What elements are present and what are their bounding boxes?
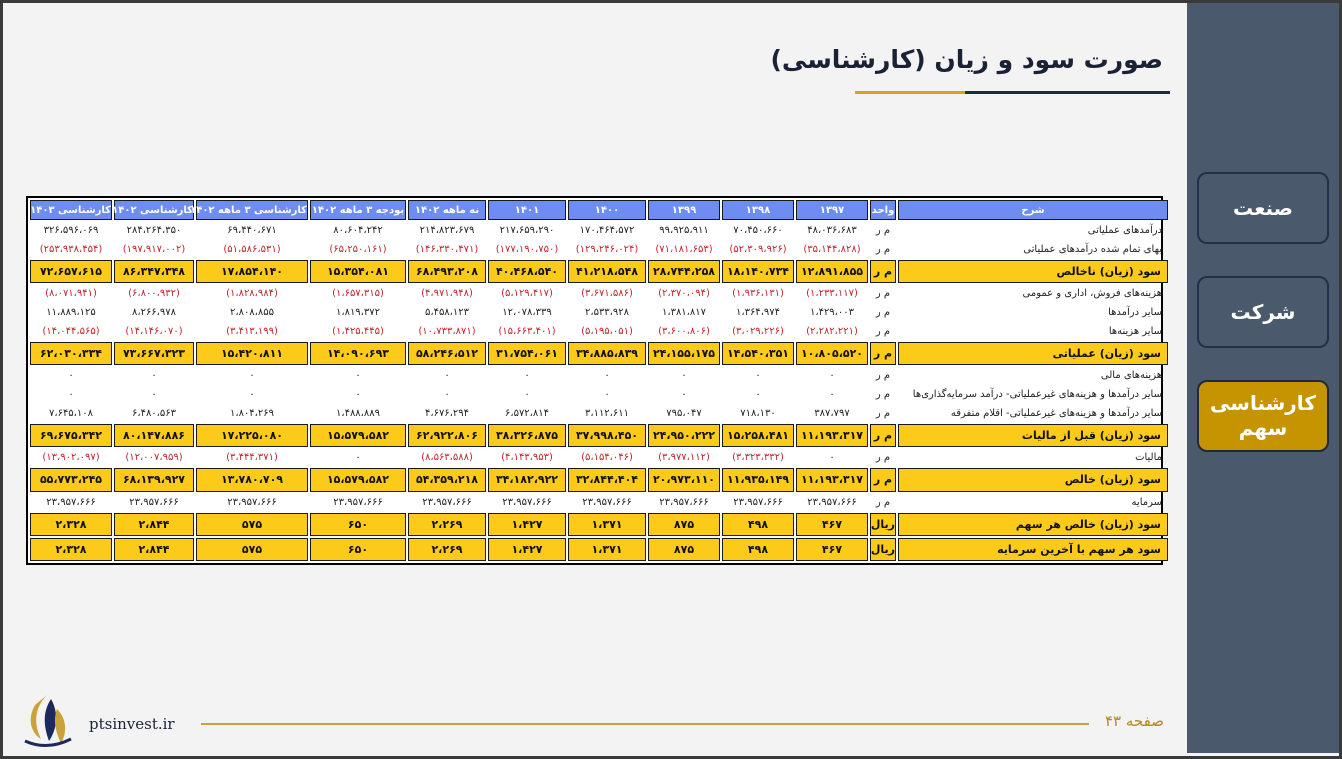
column-header: ۱۳۹۸ xyxy=(722,200,794,220)
sidebar-item-label: شرکت xyxy=(1230,299,1296,324)
table-cell: (۳،۳۲۳،۳۳۲) xyxy=(732,452,784,464)
table-cell: ۲،۲۶۹ xyxy=(408,513,486,536)
table-cell: ۶۵۰ xyxy=(310,538,406,561)
table-cell: ۳۱،۷۵۴،۰۶۱ xyxy=(488,342,566,365)
table-cell: ۲۱۴،۸۲۳،۶۷۹ xyxy=(419,224,475,236)
table-row xyxy=(30,323,1168,340)
table-cell: ۱۳،۷۸۰،۷۰۹ xyxy=(196,468,308,491)
table-cell: ۶۹،۶۷۵،۳۴۲ xyxy=(30,424,112,447)
table-cell: ۱،۴۸۸،۸۸۹ xyxy=(335,408,381,420)
table-cell: ۴۱،۲۱۸،۵۴۸ xyxy=(568,260,646,283)
row-description: سایر درآمدها و هزینه‌های غیرعملیاتی- درآمد سرمایه‌گذاری‌ها xyxy=(912,389,1162,401)
table-cell: ۰ xyxy=(829,452,835,464)
table-cell: ۲۴،۱۵۵،۱۷۵ xyxy=(648,342,720,365)
row-unit: م ر xyxy=(875,243,891,255)
table-cell: ۱،۳۷۱ xyxy=(568,513,646,536)
table-row xyxy=(30,405,1168,422)
row-unit: م ر xyxy=(875,389,891,401)
table-cell: (۵،۱۵۴،۰۴۶) xyxy=(581,452,633,464)
table-cell: (۱۷۷،۱۹۰،۷۵۰) xyxy=(495,243,559,255)
page-number: صفحه ۴۳ xyxy=(1105,712,1164,730)
row-description: سایر درآمدها و هزینه‌های غیرعملیاتی- اقلام متفرقه xyxy=(950,408,1162,420)
table-cell: ۳۴،۸۸۵،۸۳۹ xyxy=(568,342,646,365)
table-cell: ۵۷۵ xyxy=(196,538,308,561)
table-cell: ۱،۴۲۹،۰۰۳ xyxy=(809,307,855,319)
table-cell: (۵،۱۲۹،۴۱۷) xyxy=(501,288,553,300)
table-cell: ۱۵،۵۷۹،۵۸۲ xyxy=(310,468,406,491)
row-unit: م ر xyxy=(875,224,891,236)
table-cell: ۷۹۵،۰۴۷ xyxy=(666,408,702,420)
table-cell: ۷۱۸،۱۳۰ xyxy=(740,408,776,420)
table-cell: ۲۱۷،۶۵۹،۲۹۰ xyxy=(499,224,555,236)
table-row-total xyxy=(30,513,1168,536)
table-cell: ۲۰،۹۷۳،۱۱۰ xyxy=(648,468,720,491)
table-cell: ۲،۳۲۸ xyxy=(30,513,112,536)
table-cell: ۱۱،۱۹۳،۳۱۷ xyxy=(796,468,868,491)
table-row xyxy=(30,285,1168,302)
row-description: سایر هزینه‌ها xyxy=(1108,326,1162,338)
table-cell: (۳،۶۷۱،۵۸۶) xyxy=(581,288,633,300)
table-cell: ۴۶۷ xyxy=(796,538,868,561)
row-unit: م ر xyxy=(875,326,891,338)
table-cell: ۱۵،۴۲۰،۸۱۱ xyxy=(196,342,308,365)
row-unit: م ر xyxy=(870,260,896,283)
table-row xyxy=(30,449,1168,466)
table-cell: ۲،۵۳۳،۹۲۸ xyxy=(584,307,630,319)
table-cell: ۱۴،۵۴۰،۳۵۱ xyxy=(722,342,794,365)
table-cell: ۰ xyxy=(355,452,361,464)
table-cell: ۴۹۸ xyxy=(722,538,794,561)
table-cell: (۵۱،۵۸۶،۵۳۱) xyxy=(223,243,281,255)
row-unit: ریال xyxy=(870,513,896,536)
table-cell: ۰ xyxy=(829,389,835,401)
table-cell: ۱،۳۸۱،۸۱۷ xyxy=(661,307,707,319)
page-title: صورت سود و زیان (کارشناسی) xyxy=(770,45,1163,74)
footer-website[interactable]: ptsinvest.ir xyxy=(89,715,175,733)
income-statement-table xyxy=(26,196,1163,565)
table-cell: ۰ xyxy=(68,370,74,382)
table-cell: (۶۵،۲۵۰،۱۶۱) xyxy=(329,243,387,255)
table-row-total xyxy=(30,342,1168,365)
table-cell: ۱۷۰،۴۶۴،۵۷۲ xyxy=(579,224,635,236)
table-cell: ۱۵،۲۵۸،۴۸۱ xyxy=(722,424,794,447)
table-cell: ۶۵۰ xyxy=(310,513,406,536)
table-cell: ۲،۸۴۴ xyxy=(114,538,194,561)
table-cell: ۲۸۴،۲۶۴،۳۵۰ xyxy=(126,224,182,236)
table-cell: ۱،۳۷۱ xyxy=(568,538,646,561)
table-cell: (۶،۸۰۰،۹۳۲) xyxy=(128,288,180,300)
column-header: کارشناسی ۱۴۰۲ xyxy=(114,200,194,220)
table-row-total xyxy=(30,468,1168,491)
row-description: سایر درآمدها xyxy=(1108,307,1162,319)
table-body xyxy=(30,222,1168,561)
table-cell: ۰ xyxy=(151,389,157,401)
company-logo xyxy=(17,689,77,751)
table-row-total xyxy=(30,260,1168,283)
table-cell: ۱۱،۸۸۹،۱۲۵ xyxy=(46,307,96,319)
table-cell: ۲۳،۹۵۷،۶۶۶ xyxy=(333,496,383,508)
table-cell: ۲۸،۷۴۴،۲۵۸ xyxy=(648,260,720,283)
table-cell: (۱۹۷،۹۱۷،۰۰۲) xyxy=(122,243,186,255)
column-header: ۱۴۰۰ xyxy=(568,200,646,220)
column-header: کارشناسی ۱۴۰۳ xyxy=(30,200,112,220)
row-description: سود (زیان) عملیاتی xyxy=(898,342,1168,365)
sidebar-item-company[interactable] xyxy=(1197,276,1329,348)
table-cell: (۴،۱۴۳،۹۵۳) xyxy=(501,452,553,464)
table-cell: (۸،۰۷۱،۹۴۱) xyxy=(45,288,97,300)
table-cell: ۶۲،۰۳۰،۳۳۴ xyxy=(30,342,112,365)
table-cell: ۹۹،۹۲۵،۹۱۱ xyxy=(659,224,709,236)
sidebar-item-industry[interactable] xyxy=(1197,172,1329,244)
table-cell: ۵۸،۲۴۶،۵۱۲ xyxy=(408,342,486,365)
table-cell: ۰ xyxy=(68,389,74,401)
table-cell: ۶۲،۹۲۲،۸۰۶ xyxy=(408,424,486,447)
table-row xyxy=(30,222,1168,239)
table-cell: ۵۴،۳۵۹،۲۱۸ xyxy=(408,468,486,491)
table-cell: (۴،۹۷۱،۹۴۸) xyxy=(421,288,473,300)
table-cell: ۰ xyxy=(444,389,450,401)
table-cell: ۲،۳۲۸ xyxy=(30,538,112,561)
table-cell: (۲،۲۸۲،۲۲۱) xyxy=(806,326,858,338)
table-row-total xyxy=(30,538,1168,561)
table-cell: ۰ xyxy=(681,370,687,382)
table-row xyxy=(30,494,1168,511)
table-cell: (۱،۶۵۷،۳۱۵) xyxy=(332,288,384,300)
row-description: سود (زیان) خالص هر سهم xyxy=(898,513,1168,536)
table-cell: ۲۳،۹۵۷،۶۶۶ xyxy=(659,496,709,508)
table-cell: (۱۳،۹۰۲،۰۹۷) xyxy=(42,452,100,464)
table-cell: ۲،۲۶۹ xyxy=(408,538,486,561)
table-row-total xyxy=(30,424,1168,447)
table-cell: ۰ xyxy=(604,370,610,382)
table-cell: ۴۹۸ xyxy=(722,513,794,536)
column-header: ۱۳۹۹ xyxy=(648,200,720,220)
table-cell: (۵،۱۹۵،۰۵۱) xyxy=(581,326,633,338)
table-cell: ۰ xyxy=(604,389,610,401)
row-unit: م ر xyxy=(870,424,896,447)
table-cell: ۶۹،۴۴۰،۶۷۱ xyxy=(227,224,277,236)
table-cell: ۱۰،۸۰۵،۵۲۰ xyxy=(796,342,868,365)
column-header: ۱۴۰۱ xyxy=(488,200,566,220)
table-row xyxy=(30,367,1168,384)
table-row xyxy=(30,241,1168,258)
table-cell: ۲۴،۹۵۰،۲۲۲ xyxy=(648,424,720,447)
table-cell: ۲۳،۹۵۷،۶۶۶ xyxy=(129,496,179,508)
table-cell: ۲۳،۹۵۷،۶۶۶ xyxy=(422,496,472,508)
row-description: مالیات xyxy=(1135,452,1162,464)
table-cell: ۸۷۵ xyxy=(648,538,720,561)
table-cell: ۸۰،۱۴۷،۸۸۶ xyxy=(114,424,194,447)
table-cell: ۱۷،۸۵۴،۱۴۰ xyxy=(196,260,308,283)
table-cell: ۷،۶۴۵،۱۰۸ xyxy=(48,408,94,420)
table-cell: ۴۰،۴۶۸،۵۴۰ xyxy=(488,260,566,283)
table-cell: (۱،۸۲۸،۹۸۴) xyxy=(226,288,278,300)
table-header-row xyxy=(30,200,1168,220)
table-cell: (۲،۳۷۰،۰۹۴) xyxy=(658,288,710,300)
row-unit: م ر xyxy=(875,408,891,420)
table-cell: ۰ xyxy=(151,370,157,382)
table-cell: (۱۲۹،۲۴۶،۰۲۴) xyxy=(575,243,639,255)
table-cell: (۳۵،۱۴۴،۸۲۸) xyxy=(803,243,861,255)
column-header: کارشناسی ۳ ماهه ۱۴۰۲ xyxy=(196,200,308,220)
table-cell: ۰ xyxy=(249,389,255,401)
table-cell: ۱۵،۵۷۹،۵۸۲ xyxy=(310,424,406,447)
table-cell: (۱۴۶،۳۳۰،۴۷۱) xyxy=(415,243,479,255)
column-header: شرح xyxy=(898,200,1168,220)
table-cell: ۵،۴۵۸،۱۲۳ xyxy=(424,307,470,319)
table-row xyxy=(30,304,1168,321)
table-cell: ۴۶۷ xyxy=(796,513,868,536)
table-cell: ۲۳،۹۵۷،۶۶۶ xyxy=(46,496,96,508)
table-cell: ۲۳،۹۵۷،۶۶۶ xyxy=(227,496,277,508)
table-cell: (۱،۲۳۳،۱۱۷) xyxy=(806,288,858,300)
table-row xyxy=(30,386,1168,403)
table-cell: ۲۳،۹۵۷،۶۶۶ xyxy=(582,496,632,508)
table-cell: (۱۰،۷۳۳،۸۷۱) xyxy=(418,326,476,338)
table-cell: (۳،۴۱۳،۱۹۹) xyxy=(226,326,278,338)
table-cell: (۳،۶۰۰،۸۰۶) xyxy=(658,326,710,338)
row-description: سود (زیان) ناخالص xyxy=(898,260,1168,283)
table-cell: ۵۵،۷۷۳،۲۴۵ xyxy=(30,468,112,491)
table-cell: ۰ xyxy=(444,370,450,382)
sidebar-item-label: صنعت xyxy=(1233,195,1293,220)
table-cell: (۳،۰۲۹،۲۲۶) xyxy=(732,326,784,338)
table-cell: (۱،۴۲۵،۴۴۵) xyxy=(332,326,384,338)
table-cell: ۱،۳۶۴،۹۷۴ xyxy=(735,307,781,319)
table-cell: ۱۵،۳۵۴،۰۸۱ xyxy=(310,260,406,283)
table-cell: ۷۳،۶۶۷،۳۲۳ xyxy=(114,342,194,365)
table-cell: ۳۲،۸۴۴،۴۰۴ xyxy=(568,468,646,491)
table-cell: ۱،۴۲۷ xyxy=(488,538,566,561)
row-description: سود (زیان) قبل از مالیات xyxy=(898,424,1168,447)
table-cell: ۶۸،۴۹۳،۲۰۸ xyxy=(408,260,486,283)
table-cell: (۵۲،۳۰۹،۹۲۶) xyxy=(729,243,787,255)
table-cell: ۱۲،۰۷۸،۳۳۹ xyxy=(502,307,552,319)
table-cell: ۰ xyxy=(524,389,530,401)
table-cell: ۰ xyxy=(829,370,835,382)
row-unit: م ر xyxy=(875,288,891,300)
table-cell: ۳۸۷،۷۹۷ xyxy=(814,408,850,420)
table-cell: (۱۲،۰۰۷،۹۵۹) xyxy=(125,452,183,464)
table-cell: ۰ xyxy=(755,370,761,382)
table-cell: ۰ xyxy=(755,389,761,401)
footer-divider xyxy=(201,723,1089,725)
table-cell: ۱۱،۹۳۵،۱۴۹ xyxy=(722,468,794,491)
table-cell: ۲،۸۴۴ xyxy=(114,513,194,536)
column-header: واحد xyxy=(870,200,896,220)
title-underline xyxy=(855,91,1170,94)
table-cell: (۱،۹۳۶،۱۳۱) xyxy=(732,288,784,300)
table-cell: (۳،۴۴۴،۳۷۱) xyxy=(226,452,278,464)
table-cell: ۸۷۵ xyxy=(648,513,720,536)
table-cell: ۴،۶۷۶،۲۹۴ xyxy=(424,408,470,420)
table-cell: ۸۰،۶۰۴،۲۴۲ xyxy=(333,224,383,236)
table-cell: ۳۷،۹۹۸،۴۵۰ xyxy=(568,424,646,447)
row-description: سود هر سهم با آخرین سرمایه xyxy=(898,538,1168,561)
table-cell: (۲۵۳،۹۳۸،۴۵۴) xyxy=(39,243,103,255)
table-cell: ۵۷۵ xyxy=(196,513,308,536)
row-description: سود (زیان) خالص xyxy=(898,468,1168,491)
table-cell: ۰ xyxy=(249,370,255,382)
sidebar-item-stock-valuation[interactable] xyxy=(1197,380,1329,452)
row-description: هزینه‌های فروش، اداری و عمومی xyxy=(1022,288,1162,300)
table-cell: ۶،۴۸۰،۵۶۳ xyxy=(131,408,177,420)
table-cell: (۷۱،۱۸۱،۶۵۳) xyxy=(655,243,713,255)
table-cell: ۱۱،۱۹۳،۳۱۷ xyxy=(796,424,868,447)
table-cell: (۳،۹۷۷،۱۱۲) xyxy=(658,452,710,464)
table-cell: ۷۲،۶۵۷،۶۱۵ xyxy=(30,260,112,283)
row-unit: م ر xyxy=(875,307,891,319)
table-cell: ۲۳،۹۵۷،۶۶۶ xyxy=(733,496,783,508)
row-unit: م ر xyxy=(875,496,891,508)
table-cell: ۳۸،۳۲۶،۸۷۵ xyxy=(488,424,566,447)
row-unit: م ر xyxy=(870,342,896,365)
row-description: درآمدهای عملیاتی xyxy=(1087,224,1162,236)
row-unit: م ر xyxy=(875,370,891,382)
table-cell: ۴۸،۰۳۶،۶۸۳ xyxy=(807,224,857,236)
table-cell: ۱،۴۲۷ xyxy=(488,513,566,536)
table-cell: ۳۲۶،۵۹۶،۰۶۹ xyxy=(43,224,99,236)
table-cell: (۸،۵۶۳،۵۸۸) xyxy=(421,452,473,464)
row-unit: م ر xyxy=(875,452,891,464)
table-cell: ۱۲،۸۹۱،۸۵۵ xyxy=(796,260,868,283)
table-cell: ۶۸،۱۳۹،۹۲۷ xyxy=(114,468,194,491)
table-cell: ۳۴،۱۸۲،۹۲۲ xyxy=(488,468,566,491)
table-cell: ۱۸،۱۴۰،۷۳۴ xyxy=(722,260,794,283)
row-unit: ریال xyxy=(870,538,896,561)
table-cell: ۱،۸۱۹،۳۷۲ xyxy=(335,307,381,319)
table xyxy=(28,198,1170,563)
table-cell: ۸،۲۶۶،۹۷۸ xyxy=(131,307,177,319)
table-cell: (۱۴،۱۴۶،۰۷۰) xyxy=(125,326,183,338)
table-cell: ۰ xyxy=(355,389,361,401)
table-cell: ۲،۸۰۸،۸۵۵ xyxy=(229,307,275,319)
table-cell: (۱۴،۰۴۴،۵۶۵) xyxy=(42,326,100,338)
row-description: سرمایه xyxy=(1131,496,1162,508)
table-cell: ۲۳،۹۵۷،۶۶۶ xyxy=(502,496,552,508)
row-description: بهای تمام شده درآمدهای عملیاتی xyxy=(1023,243,1162,255)
table-cell: ۰ xyxy=(681,389,687,401)
column-header: بودجه ۳ ماهه ۱۴۰۲ xyxy=(310,200,406,220)
column-header: نه ماهه ۱۴۰۲ xyxy=(408,200,486,220)
table-cell: ۶،۵۷۲،۸۱۴ xyxy=(504,408,550,420)
column-header: ۱۳۹۷ xyxy=(796,200,868,220)
table-cell: ۱،۸۰۴،۲۶۹ xyxy=(229,408,275,420)
row-unit: م ر xyxy=(870,468,896,491)
table-cell: ۷۰،۴۵۰،۶۶۰ xyxy=(733,224,783,236)
table-cell: ۰ xyxy=(524,370,530,382)
table-cell: (۱۵،۶۶۳،۴۰۱) xyxy=(498,326,556,338)
table-cell: ۰ xyxy=(355,370,361,382)
table-cell: ۲۳،۹۵۷،۶۶۶ xyxy=(807,496,857,508)
table-cell: ۱۷،۲۲۵،۰۸۰ xyxy=(196,424,308,447)
sidebar xyxy=(1187,3,1339,753)
sidebar-item-label: کارشناسی سهم xyxy=(1210,391,1316,440)
table-cell: ۸۶،۳۴۷،۳۴۸ xyxy=(114,260,194,283)
table-cell: ۱۴،۰۹۰،۶۹۳ xyxy=(310,342,406,365)
row-description: هزینه‌های مالی xyxy=(1100,370,1162,382)
table-cell: ۳،۱۱۲،۶۱۱ xyxy=(584,408,630,420)
